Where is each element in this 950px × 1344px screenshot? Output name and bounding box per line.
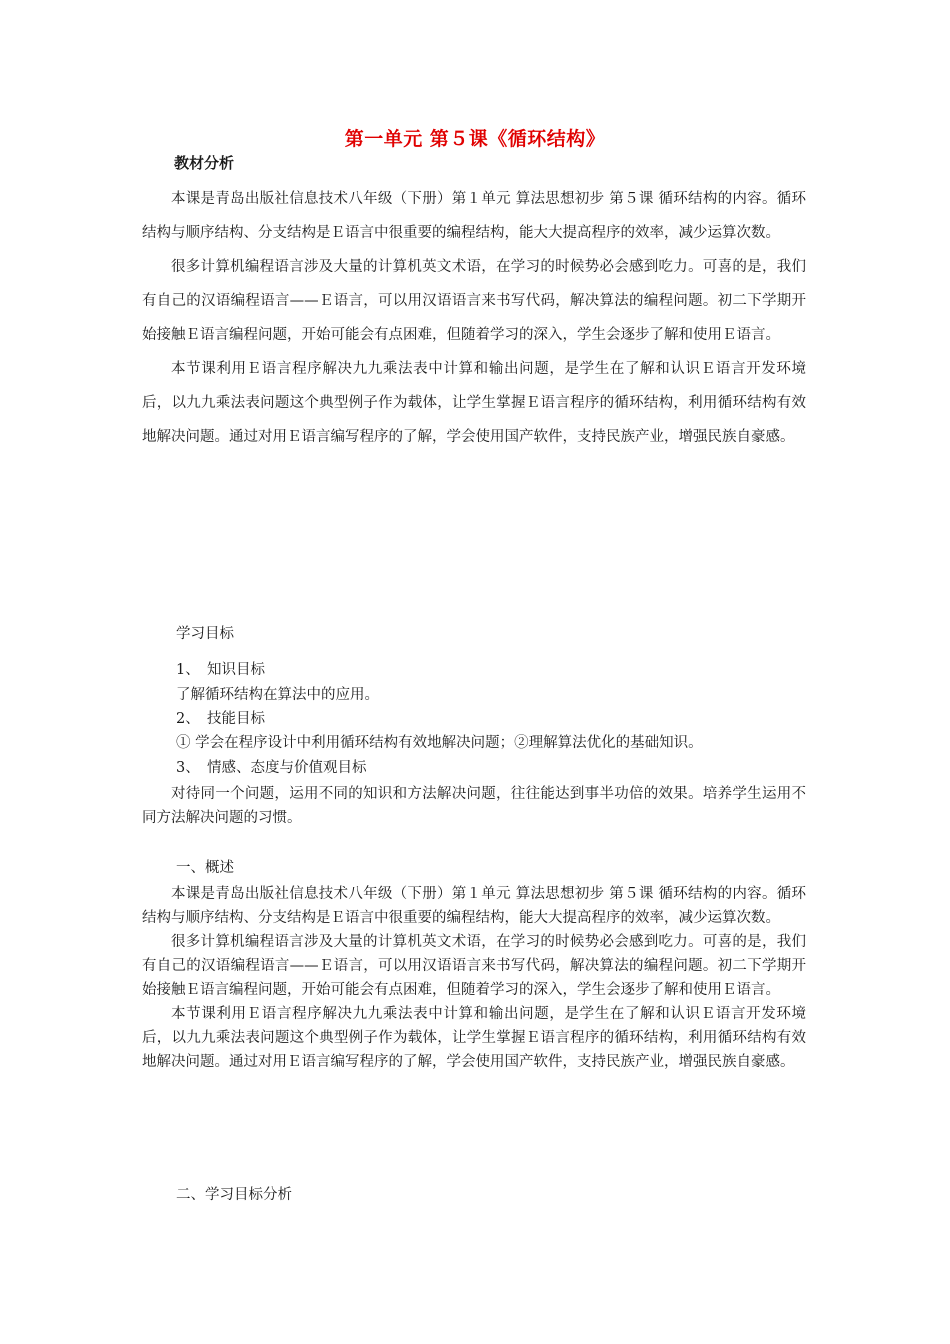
overview-title: 一、概述 [176, 860, 234, 876]
objective-2-text: ① 学会在程序设计中利用循环结构有效地解决问题；②理解算法优化的基础知识。 [176, 735, 703, 751]
intro-paragraph-1: 本课是青岛出版社信息技术八年级（下册）第１单元 算法思想初步 第５课 循环结构的内容。循环结构与顺序结构、分支结构是Ｅ语言中很重要的编程结构，能大大提高程序的效率，减少运算次数。 [142, 191, 806, 241]
intro-paragraph-3: 本节课利用Ｅ语言程序解决九九乘法表中计算和输出问题，是学生在了解和认识Ｅ语言开发环境后，以九九乘法表问题这个典型例子作为载体，让学生掌握Ｅ语言程序的循环结构，利用循环结构有效地解决问题。通过对用Ｅ语言编写程序的了解，学会使用国产软件，支持民族产业，增强民族自豪感。 [142, 361, 806, 445]
overview-paragraph-3: 本节课利用Ｅ语言程序解决九九乘法表中计算和输出问题，是学生在了解和认识Ｅ语言开发环境后，以九九乘法表问题这个典型例子作为载体，让学生掌握Ｅ语言程序的循环结构，利用循环结构有效地解决问题。通过对用Ｅ语言编写程序的了解，学会使用国产软件，支持民族产业，增强民族自豪感。 [142, 1006, 806, 1070]
intro-text-block [142, 182, 806, 454]
objectives-title: 学习目标 [176, 626, 234, 642]
objective-2-title: 2、 技能目标 [176, 711, 265, 727]
objective-3-title: 3、 情感、态度与价值观目标 [176, 760, 367, 776]
section-heading-material-analysis: 教材分析 [174, 154, 235, 172]
learning-objectives-analysis-title: 二、学习目标分析 [176, 1187, 292, 1203]
objective-3-text: 对待同一个问题，运用不同的知识和方法解决问题，往往能达到事半功倍的效果。培养学生运用不同方法解决问题的习惯。 [142, 786, 806, 826]
objective-1-text: 了解循环结构在算法中的应用。 [176, 687, 379, 703]
objective-1-title: 1、 知识目标 [176, 662, 265, 678]
intro-paragraph-2: 很多计算机编程语言涉及大量的计算机英文术语，在学习的时候势必会感到吃力。可喜的是，我们有自己的汉语编程语言——Ｅ语言，可以用汉语语言来书写代码，解决算法的编程问题。初二下学期开始接触Ｅ语言编程问题，开始可能会有点困难，但随着学习的深入，学生会逐步了解和使用Ｅ语言。 [142, 259, 806, 343]
overview-text-block [142, 882, 806, 1074]
overview-paragraph-2: 很多计算机编程语言涉及大量的计算机英文术语，在学习的时候势必会感到吃力。可喜的是，我们有自己的汉语编程语言——Ｅ语言，可以用汉语语言来书写代码，解决算法的编程问题。初二下学期开始接触Ｅ语言编程问题，开始可能会有点困难，但随着学习的深入，学生会逐步了解和使用Ｅ语言。 [142, 934, 806, 998]
document-title: 第一单元 第５课《循环结构》 [344, 128, 606, 150]
overview-paragraph-1: 本课是青岛出版社信息技术八年级（下册）第１单元 算法思想初步 第５课 循环结构的内容。循环结构与顺序结构、分支结构是Ｅ语言中很重要的编程结构，能大大提高程序的效率，减少运算次数。 [142, 886, 806, 926]
objective-3-text-block [142, 782, 806, 830]
